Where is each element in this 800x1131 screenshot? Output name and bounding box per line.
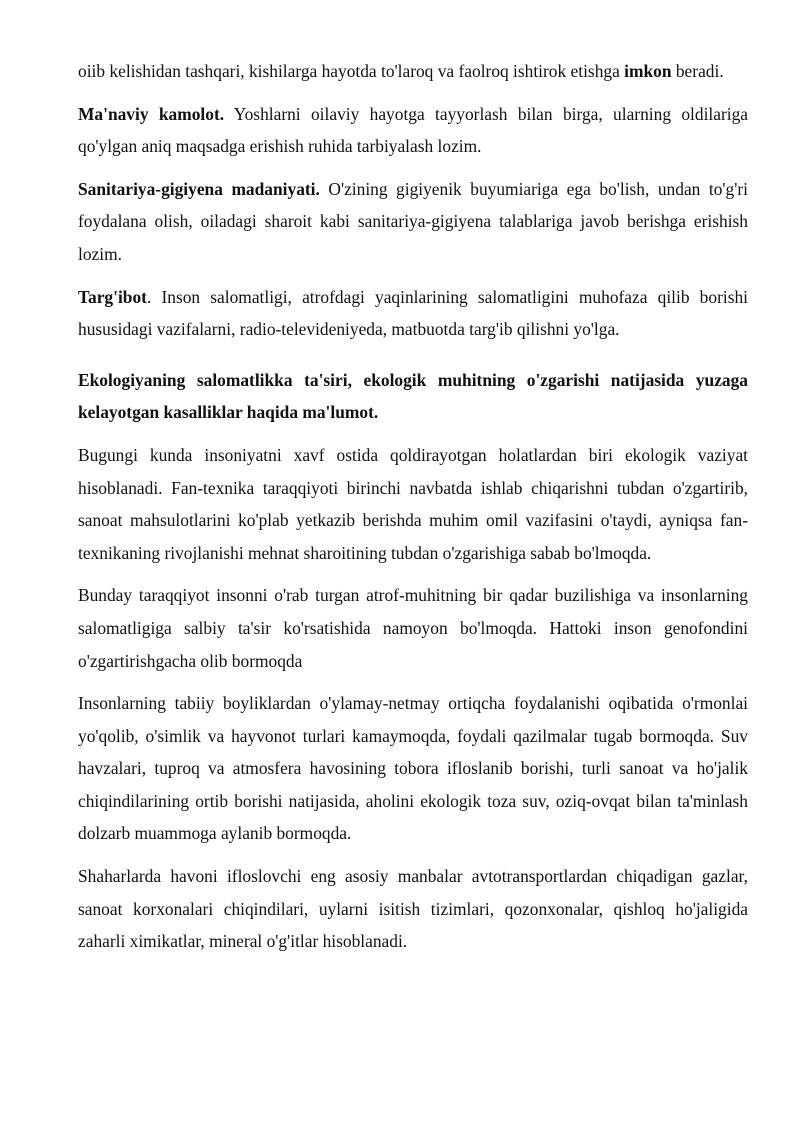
paragraph-ecology-2: Bunday taraqqiyot insonni o'rab turgan atrof-muhitning bir qadar buzilishiga va insonlarning salomatligiga salbiy ta'sir ko'rsatishida namoyon bo'lmoqda. Hattoki inson genofondini o'zgartirishgacha olib bormoqda bbox=[78, 585, 748, 671]
paragraph-body: O'zining gigiyenik buyumiariga ega bo'lish, undan to'g'ri foydalana olish, oiladagi sharoit kabi sanitariya-gigiyena talablariga javob berishga erishish lozim. bbox=[78, 178, 748, 264]
paragraph-lead: Ma'naviy kamolot. bbox=[78, 103, 225, 124]
paragraph-body: Yoshlarni oilaviy hayotga tayyorlash bilan birga, ularning oldilariga qo'ylgan aniq maqsadga erishish ruhida tarbiyalash lozim. bbox=[78, 103, 748, 157]
paragraph-text-end: beradi. bbox=[671, 61, 724, 81]
paragraph-intro-continuation bbox=[78, 55, 748, 88]
emphasis-word: imkon bbox=[624, 61, 672, 81]
paragraph-manaviy-kamolot bbox=[78, 98, 748, 163]
paragraph-ecology-3: Insonlarning tabiiy boyliklardan o'ylamay-netmay ortiqcha foydalanishi oqibatida o'rmonlai yo'qolib, o'simlik va hayvonot turlari kamaymoqda, foydali qazilmalar tugab bormoqda. Suv havzalari, tuproq va atmosfera havosining tobora ifloslanib borishi, turli sanoat va ho'jalik chiqindilarining ortib borishi natijasida, aholini ekologik toza suv, oziq-ovqat bilan ta'minlash dolzarb muammoga aylanib bormoqda. bbox=[78, 693, 748, 844]
paragraph-ecology-1: Bugungi kunda insoniyatni xavf ostida qoldirayotgan holatlardan biri ekologik vaziyat hisoblanadi. Fan-texnika taraqqiyoti birinchi navbatda ishlab chiqarishni tubdan o'zgartirib, sanoat mahsulotlarini ko'plab yetkazib berishda muhim omil vazifasini o'taydi, ayniqsa fan-texnikaning rivojlanishi mehnat sharoitining tubdan o'zgarishiga sabab bo'lmoqda. bbox=[78, 444, 748, 563]
paragraph-lead: Sanitariya-gigiyena madaniyati. bbox=[78, 178, 320, 199]
paragraph-text: oiib kelishidan tashqari, kishilarga hayotda to'laroq va faolroq ishtirok etishga bbox=[78, 61, 625, 81]
paragraph-ecology-4: Shaharlarda havoni ifloslovchi eng asosiy manbalar avtotransportlardan chiqadigan gazlar, sanoat korxonalari chiqindilari, uylarni isitish tizimlari, qozonxonalar, qishloq ho'jaligida zaharli ximikatlar, mineral o'g'itlar hisoblanadi. bbox=[78, 866, 748, 952]
paragraph-body: . Inson salomatligi, atrofdagi yaqinlarining salomatligini muhofaza qilib borishi hususidagi vazifalarni, radio-televideniyeda, matbuotda targ'ib qilishni yo'lga. bbox=[78, 286, 748, 340]
section-heading: Ekologiyaning salomatlikka ta'siri, ekologik muhitning o'zgarishi natijasida yuzaga kelayotgan kasalliklar haqida ma'lumot. bbox=[78, 369, 748, 423]
paragraph-sanitariya bbox=[78, 173, 748, 271]
paragraph-lead: Targ'ibot bbox=[78, 286, 147, 307]
paragraph-targibot bbox=[78, 281, 748, 346]
